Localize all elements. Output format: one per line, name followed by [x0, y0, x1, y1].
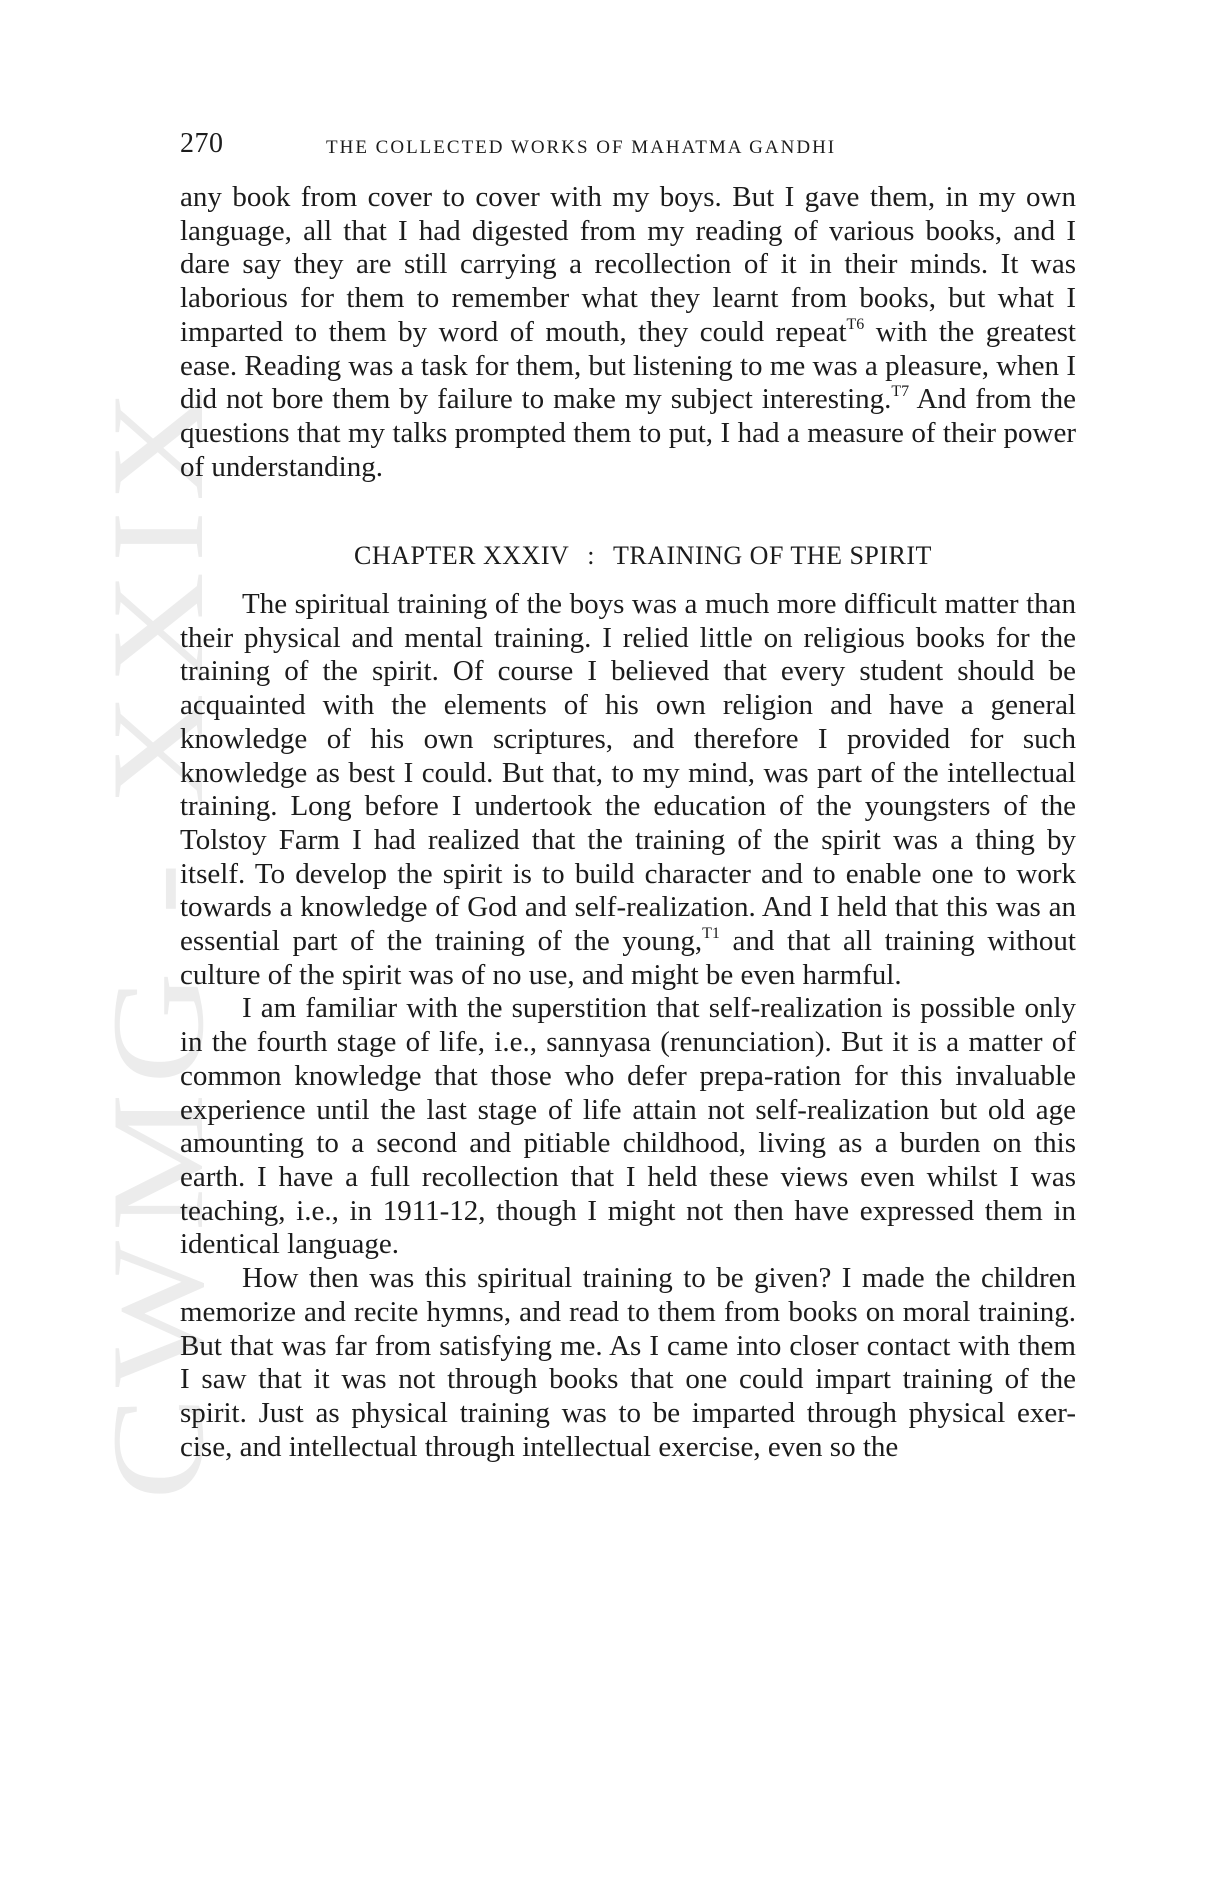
page-number: 270	[180, 128, 224, 159]
chapter-heading	[180, 539, 1076, 573]
chapter-label: CHAPTER XXXIV	[354, 541, 570, 571]
paragraph-1	[180, 588, 1076, 992]
continuation-paragraph	[180, 181, 1076, 484]
paragraph-2: I am familiar with the superstition that self-realization is possible only in the fourth stage of life, i.e., sannyasa (renunciation). But it is a matter of common knowledge that those who defer prepa-ration for this invaluable experience until the last stage of life attain not self-realization but old age amounting to a second and pitiable childhood, living as a burden on this earth. I have a full recollection that I held these views even whilst I was teaching, i.e., in 1911-12, though I might not then have expressed them in identical language.	[180, 992, 1076, 1261]
chapter-separator: :	[587, 541, 596, 571]
footnote-mark: T6	[846, 315, 865, 333]
body-text	[180, 181, 1076, 1464]
watermark-text: CWMG - XXIX	[84, 546, 231, 1500]
footnote-mark: T1	[702, 925, 720, 943]
running-title: THE COLLECTED WORKS OF MAHATMA GANDHI	[326, 137, 837, 158]
text-segment: any book from cover to cover with my boys. But I gave them, in my own language, all that I had digested from my reading of various books, and I dare say they are still carrying a recollection of it in their minds. It was laborious for them to remember what they learnt from books, but what I imparted to them by word of mouth, they could repeat	[180, 181, 1076, 348]
page-header	[180, 128, 1080, 168]
text-segment: and that all training without culture of the spirit was of no use, and might be even harmful.	[180, 925, 1076, 991]
text-segment: And from the questions that my talks prompted them to put, I had a measure of their power of understanding.	[180, 383, 1076, 483]
chapter-title: TRAINING OF THE SPIRIT	[613, 541, 932, 571]
text-segment: with the greatest ease. Reading was a task for them, but listening to me was a pleasure, when I did not bore them by failure to make my subject interesting.	[180, 315, 1076, 416]
footnote-mark: T7	[891, 383, 910, 401]
paragraph-3: How then was this spiritual training to be given? I made the children memorize and recite hymns, and read to them from books on moral training. But that was far from satisfying me. As I came into closer contact with them I saw that it was not through books that one could impart training of the spirit. Just as physical training was to be imparted through physical exer-cise, and intellectual through intellectual exercise, even so the	[180, 1262, 1076, 1463]
text-segment: The spiritual training of the boys was a much more difficult matter than their physical and mental training. I relied little on religious books for the training of the spirit. Of course I believed that every student should be acquainted with the elements of his own religion and have a general knowledge of his own scriptures, and therefore I provided for such knowledge as best I could. But that, to my mind, was part of the intellectual training. Long before I undertook the education of the youngsters of the Tolstoy Farm I had realized that the training of the spirit was a thing by itself. To develop the spirit is to build character and to enable one to work towards a knowledge of God and self-realization. And I held that this was an essential part of the training of the young,	[180, 588, 1076, 958]
